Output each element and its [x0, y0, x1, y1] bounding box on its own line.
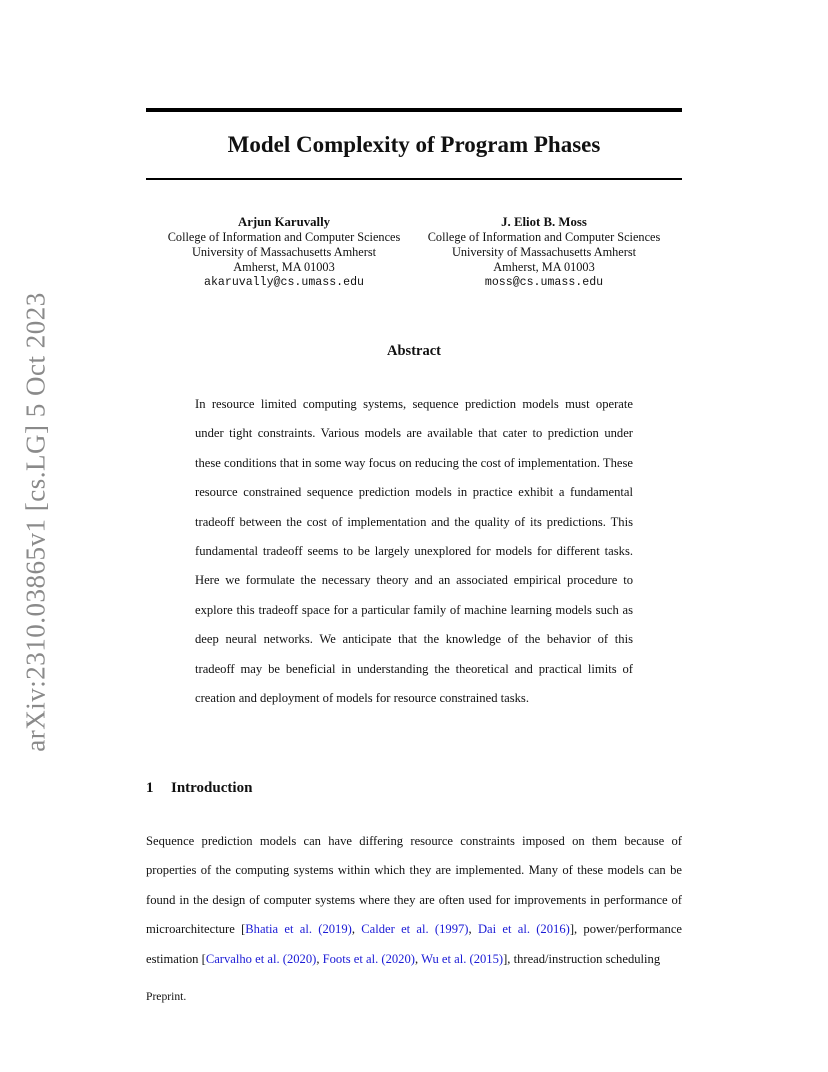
author-email: moss@cs.umass.edu [484, 276, 604, 289]
intro-text: ], thread/instruction scheduling [503, 951, 661, 966]
author-email: akaruvally@cs.umass.edu [203, 276, 365, 289]
author-name: J. Eliot B. Moss [501, 215, 587, 229]
citation-link[interactable]: Wu et al. (2015) [421, 951, 504, 966]
abstract-body: In resource limited computing systems, sequence prediction models must operate under tight constraints. Various models are available that cater to prediction under these conditions that in some way focus on reducing the cost of implementation. These resource constrained sequence prediction models in practice exhibit a fundamental tradeoff between the cost of implementation and the quality of its predictions. This fundamental tradeoff seems to be largely unexplored for models for different tasks. Here we formulate the necessary theory and an associated empirical procedure to explore this tradeoff space for a particular family of machine learning models such as deep neural networks. We anticipate that the knowledge of the behavior of this tradeoff may be beneficial in understanding the theoretical and practical limits of creation and deployment of models for resource constrained tasks. [195, 397, 633, 706]
citation-link[interactable]: Bhatia et al. (2019) [245, 922, 352, 937]
citation-link[interactable]: Dai et al. (2016) [477, 922, 570, 937]
intro-text: , [468, 922, 478, 937]
arxiv-identifier-text: arXiv:2310.03865v1 [cs.LG] 5 Oct 2023 [20, 292, 51, 752]
author-name: Arjun Karuvally [237, 215, 331, 229]
title-bottom-rule [146, 178, 682, 180]
author-university: University of Massachusetts Amherst [451, 245, 637, 259]
author-address: Amherst, MA 01003 [493, 260, 595, 274]
citation-link[interactable]: Calder et al. (1997) [361, 922, 469, 937]
abstract-heading: Abstract [387, 343, 441, 359]
author-department: College of Information and Computer Sciences [167, 230, 401, 244]
author-university: University of Massachusetts Amherst [191, 245, 377, 259]
intro-text: , [351, 922, 362, 937]
intro-text: ], power/performance estimation [ [146, 922, 683, 966]
intro-text: Sequence prediction models can have differing resource constraints imposed on them because of properties of the computing systems within which they are implemented. Many of these models can be found in the design of computer systems where they are often used for improvements in performance of microarchitecture [ [146, 834, 682, 937]
citation-link[interactable]: Foots et al. (2020) [322, 951, 415, 966]
footer-note: Preprint. [146, 990, 187, 1003]
author-department: College of Information and Computer Sciences [427, 230, 661, 244]
section-heading [146, 780, 252, 797]
section-number: 1 [146, 780, 154, 796]
intro-text: , [414, 951, 422, 966]
intro-text: , [316, 951, 323, 966]
author-block-1 [154, 215, 414, 290]
section-title: Introduction [171, 780, 253, 796]
citation-link[interactable]: Carvalho et al. (2020) [205, 951, 317, 966]
paper-title: Model Complexity of Program Phases [227, 132, 601, 157]
introduction-paragraph [146, 827, 682, 974]
author-block-2 [414, 215, 674, 290]
author-address: Amherst, MA 01003 [233, 260, 335, 274]
title-top-rule [146, 108, 682, 112]
